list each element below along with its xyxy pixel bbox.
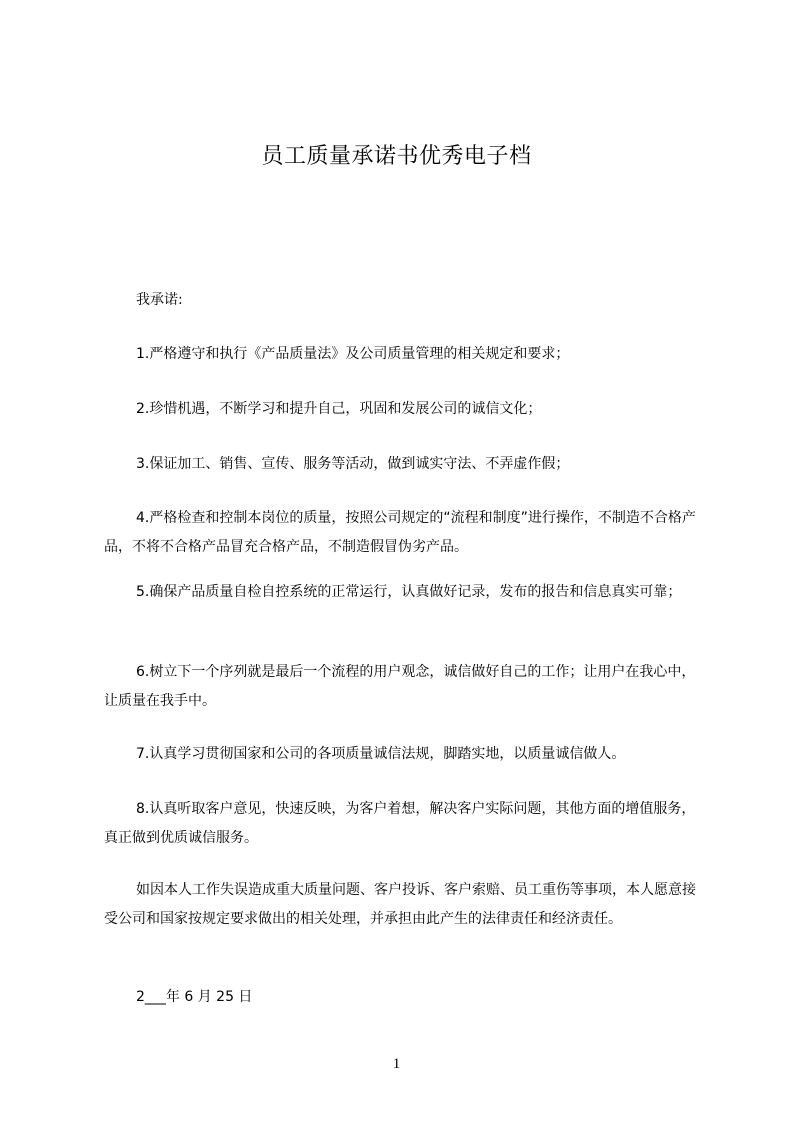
commitment-item-2: 2.珍惜机遇，不断学习和提升自己，巩固和发展公司的诚信文化； [136,401,542,417]
commitment-item-5: 5.确保产品质量自检自控系统的正常运行，认真做好记录，发布的报告和信息真实可靠； [136,584,682,600]
document-title: 员工质量承诺书优秀电子档 [261,144,532,169]
opening-line: 我承诺: [136,292,183,308]
commitment-item-8: 8.认真听取客户意见，快速反映，为客户着想，解决客户实际问题，其他方面的增值服务，真正做到优质诚信服务。 [104,801,696,846]
commitment-item-7: 7.认真学习贯彻国家和公司的各项质量诚信法规，脚踏实地，以质量诚信做人。 [136,746,626,762]
signature-date: 2___年 6 月 25 日 [136,989,253,1005]
closing-paragraph: 如因本人工作失误造成重大质量问题、客户投诉、客户索赔、员工重伤等事项，本人愿意接受公司和国家按规定要求做出的相关处理，并承担由此产生的法律责任和经济责任。 [104,882,696,927]
commitment-item-6: 6.树立下一个序列就是最后一个流程的用户观念，诚信做好自己的工作；让用户在我心中，让质量在我手中。 [104,664,696,709]
commitment-item-1: 1.严格遵守和执行《产品质量法》及公司质量管理的相关规定和要求； [136,346,570,362]
page-number: 1 [392,1056,401,1072]
commitment-item-3: 3.保证加工、销售、宣传、服务等活动，做到诚实守法、不弄虚作假； [136,456,570,472]
commitment-item-4: 4.严格检查和控制本岗位的质量，按照公司规定的“流程和制度”进行操作，不制造不合格产品，不将不合格产品冒充合格产品，不制造假冒伪劣产品。 [104,510,696,555]
